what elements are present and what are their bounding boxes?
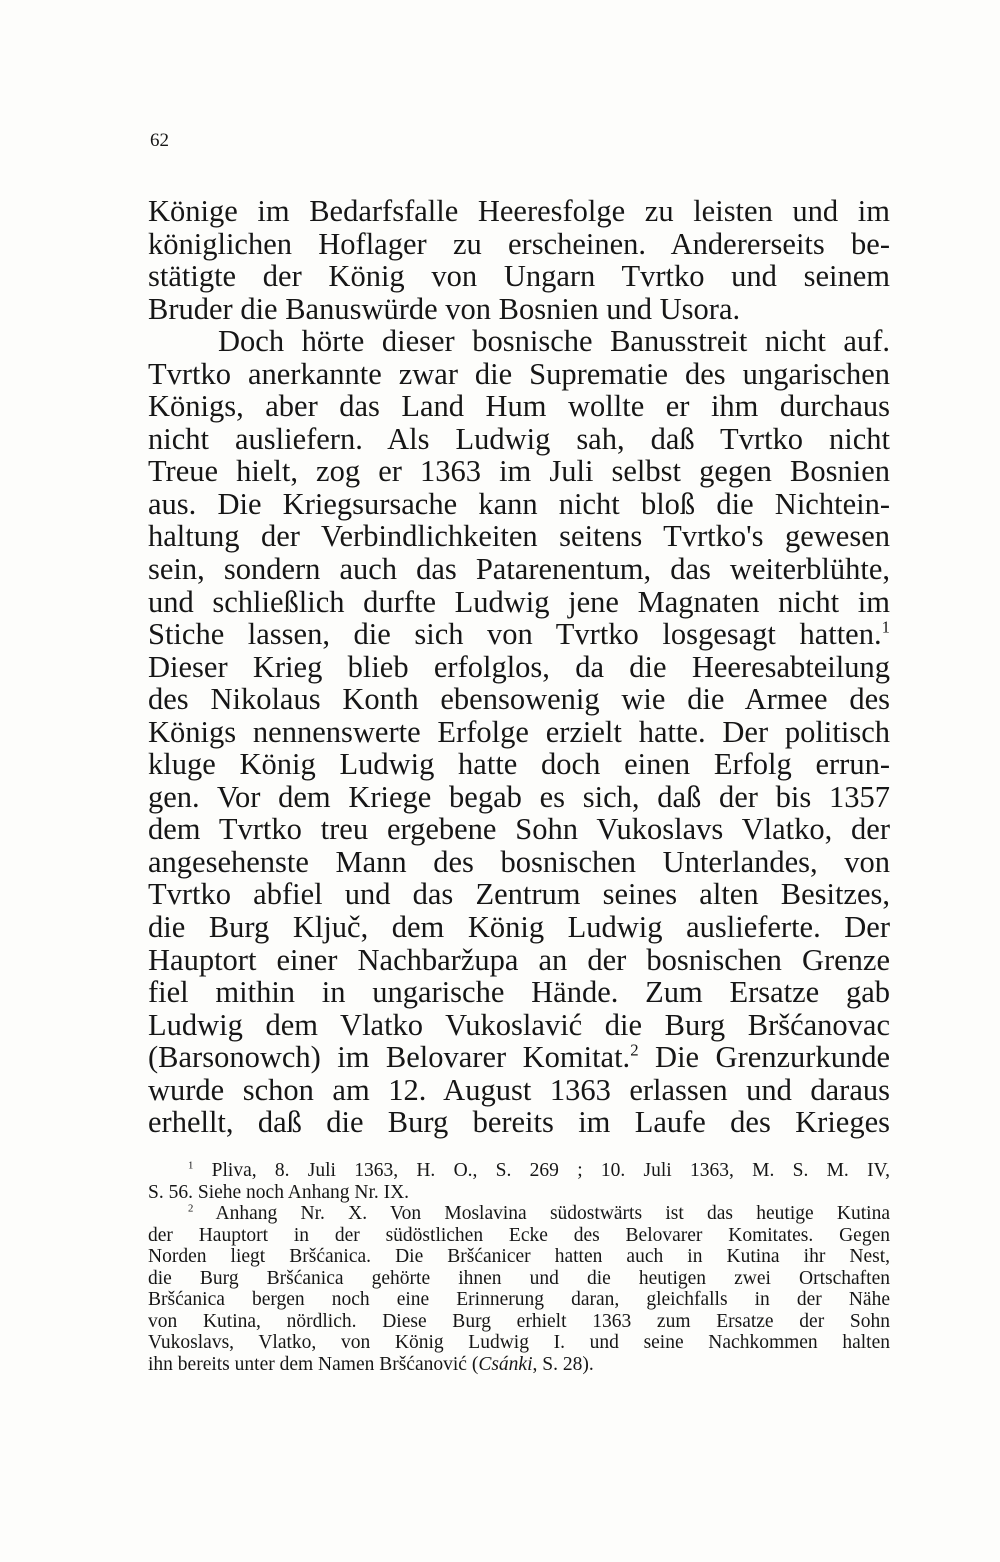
- footnote-line: der Hauptort in der südöstlichen Ecke des Belovarer Komitates. Gegen: [148, 1224, 890, 1246]
- footnote-ref: 2: [630, 1040, 639, 1060]
- text-line: Stiche lassen, die sich von Tvrtko losgesagt hatten.: [148, 617, 882, 652]
- text-line: Ludwig dem Vlatko Vukoslavić die Burg Bršćanovac: [148, 1007, 890, 1042]
- text-line: Doch hörte dieser bosnische Banusstreit nicht auf.: [218, 324, 890, 359]
- footnote-line: [148, 1203, 890, 1225]
- footnote-text: ihn bereits unter dem Namen Bršćanović (: [148, 1353, 479, 1375]
- text-line: königlichen Hoflager zu erscheinen. Andererseits be-: [148, 226, 890, 261]
- text-line: Treue hielt, zog er 1363 im Juli selbst gegen Bosnien: [148, 454, 890, 489]
- footnotes: [148, 1160, 890, 1375]
- text-line: haltung der Verbindlichkeiten seitens Tvrtko's gewesen: [148, 519, 890, 554]
- text-line: sein, sondern auch das Patarenentum, das weiterblühte,: [148, 552, 890, 587]
- text-line: Die Grenzurkunde: [655, 1040, 890, 1075]
- text-line: erhellt, daß die Burg bereits im Laufe des Krieges: [148, 1105, 890, 1140]
- text-line: Tvrtko abfiel und das Zentrum seines alten Besitzes,: [148, 877, 890, 912]
- footnote-line: S. 56. Siehe noch Anhang Nr. IX.: [148, 1181, 410, 1203]
- page-number: 62: [150, 130, 169, 151]
- footnote-line: Vukoslavs, Vlatko, von König Ludwig I. und seine Nachkommen halten: [148, 1332, 890, 1353]
- text-line: angesehenste Mann des bosnischen Unterlandes, von: [148, 844, 890, 879]
- footnote-line: [148, 1160, 890, 1182]
- footnote-line: Bršćanica bergen noch eine Erinnerung daran, gleichfalls in der Nähe: [148, 1289, 890, 1310]
- text-line: Bruder die Banuswürde von Bosnien und Usora.: [148, 291, 741, 326]
- text-line: wurde schon am 12. August 1363 erlassen und daraus: [148, 1072, 890, 1107]
- text-line: kluge König Ludwig hatte doch einen Erfolg errun-: [148, 747, 890, 782]
- text-line: Königs nennenswerte Erfolge erzielt hatte. Der politisch: [148, 714, 890, 749]
- text-line: gen. Vor dem Kriege begab es sich, daß der bis 1357: [148, 779, 890, 814]
- text-line: Könige im Bedarfsfalle Heeresfolge zu leisten und im: [148, 194, 890, 228]
- text-line: und schließlich durfte Ludwig jene Magnaten nicht im: [148, 584, 890, 619]
- text-line: stätigte der König von Ungarn Tvrtko und seinem: [148, 259, 890, 294]
- footnote-line: von Kutina, nördlich. Diese Burg erhielt 1363 zum Ersatze der Sohn: [148, 1310, 890, 1332]
- footnote-line: die Burg Bršćanica gehörte ihnen und die heutigen zwei Ortschaften: [148, 1267, 890, 1289]
- text-line: aus. Die Kriegsursache kann nicht bloß die Nichtein-: [148, 486, 890, 521]
- footnote-marker: 1: [188, 1159, 194, 1172]
- footnote-text: Anhang Nr. X. Von Moslavina südostwärts ist das heutige Kutina: [215, 1203, 890, 1224]
- footnote-text: , S. 28).: [532, 1353, 594, 1375]
- text-line: Königs, aber das Land Hum wollte er ihm durchaus: [148, 389, 890, 424]
- text-line: nicht ausliefern. Als Ludwig sah, daß Tvrtko nicht: [148, 421, 890, 456]
- text-line: die Burg Ključ, dem König Ludwig auslieferte. Der: [148, 910, 890, 945]
- text-line: Hauptort einer Nachbaržupa an der bosnischen Grenze: [148, 942, 890, 977]
- footnote-line: [148, 1354, 890, 1376]
- text-line: des Nikolaus Konth ebensowenig wie die Armee des: [148, 682, 890, 717]
- text-line: dem Tvrtko treu ergebene Sohn Vukoslavs Vlatko, der: [148, 812, 890, 847]
- text-line: Dieser Krieg blieb erfolglos, da die Heeresabteilung: [148, 649, 890, 684]
- body-text: [148, 195, 890, 1139]
- footnote-marker: 2: [188, 1202, 194, 1215]
- text-line-with-note: [148, 618, 890, 651]
- text-line-with-note: [148, 1041, 890, 1074]
- text-line: fiel mithin in ungarische Hände. Zum Ersatze gab: [148, 975, 890, 1010]
- footnote-line: Norden liegt Bršćanica. Die Bršćanicer hatten auch in Kutina ihr Nest,: [148, 1246, 890, 1267]
- text-line: (Barsonowch) im Belovarer Komitat.: [148, 1040, 631, 1075]
- footnote-ref: 1: [881, 617, 890, 637]
- text-line: Tvrtko anerkannte zwar die Suprematie des ungarischen: [148, 356, 890, 391]
- footnote-italic-author: Csánki: [478, 1353, 533, 1375]
- footnote-text: Pliva, 8. Juli 1363, H. O., S. 269 ; 10. Juli 1363, M. S. M. IV,: [211, 1160, 891, 1181]
